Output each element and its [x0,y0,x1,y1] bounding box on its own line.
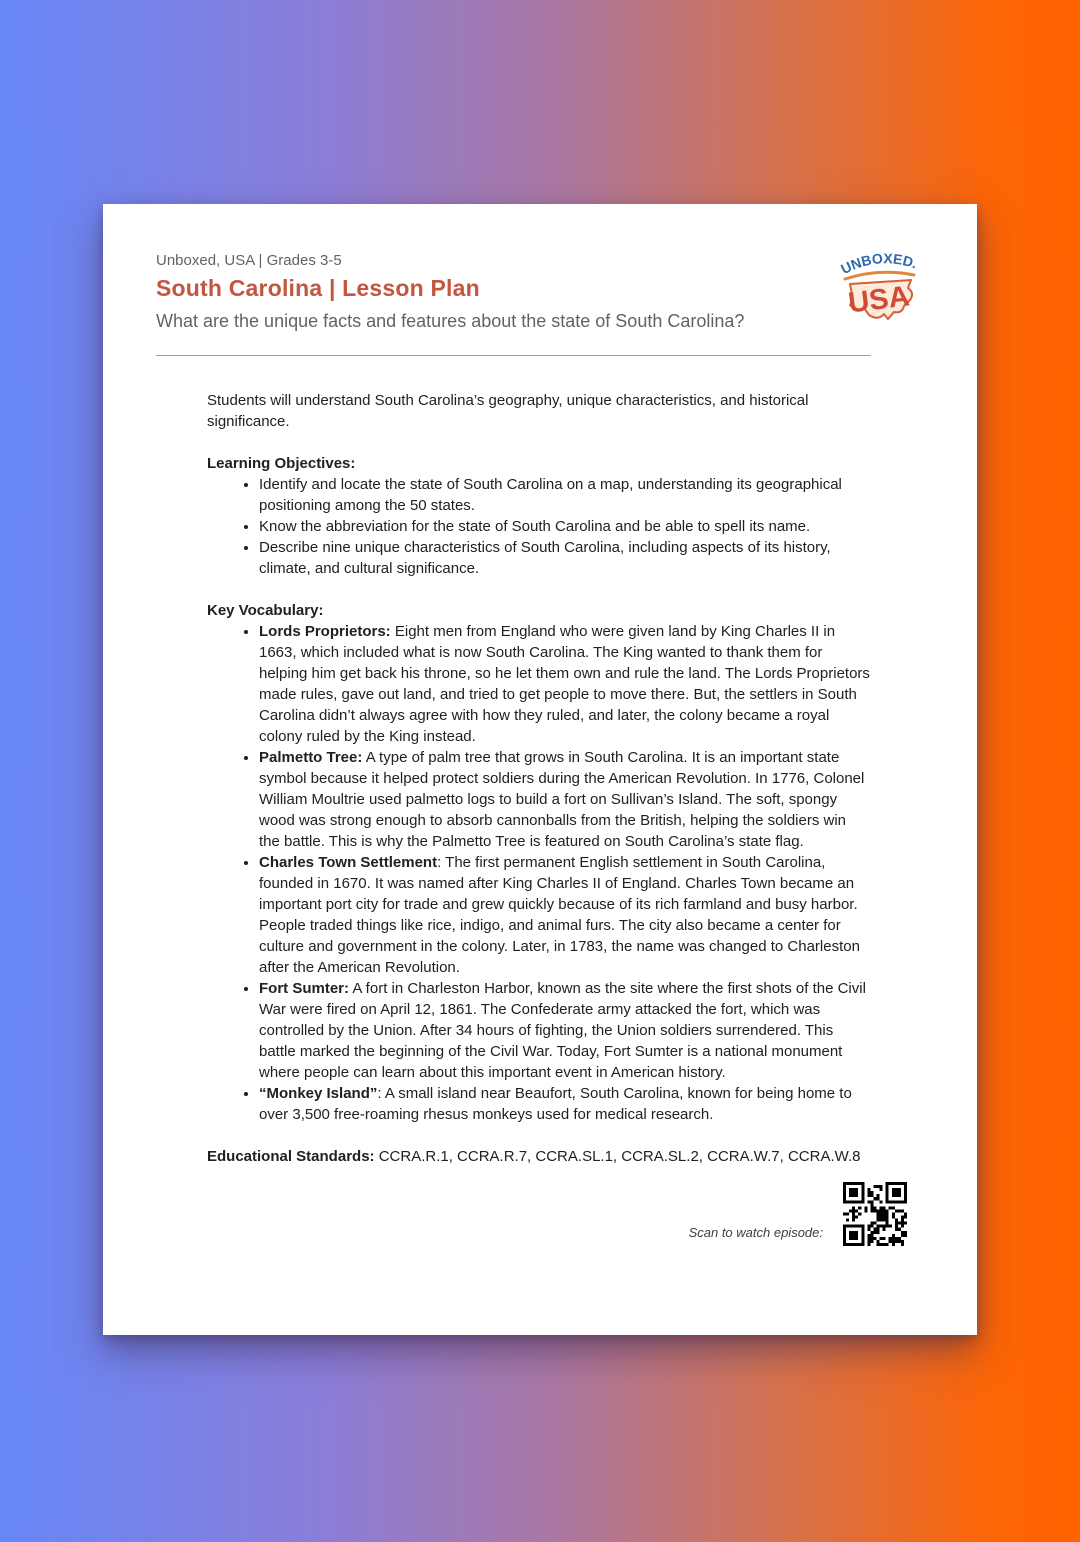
document-header [103,204,977,356]
vocab-item [259,978,871,1083]
objective-text: Know the abbreviation for the state of South Carolina and be able to spell its name. [259,518,811,535]
vocab-term: Palmetto Tree: [259,749,363,766]
page-subtitle: What are the unique facts and features about the state of South Carolina? [156,311,745,331]
eyebrow-text: Unboxed, USA | Grades 3-5 [156,252,342,269]
learning-objectives-heading: Learning Objectives: [207,455,356,472]
logo-word-unboxed: UNBOXED. [838,250,920,278]
qr-section [207,1182,907,1246]
vocab-definition: : A small island near Beaufort, South Carolina, known for being home to over 3,500 free-roaming rhesus monkeys used for medical research. [259,1085,852,1123]
vocab-item [259,1083,871,1125]
objective-text: Identify and locate the state of South Carolina on a map, understanding its geographical positioning among the 50 states. [259,476,842,514]
qr-code [843,1182,907,1246]
objective-item [259,474,871,516]
vocab-item [259,852,871,978]
vocab-term: Lords Proprietors: [259,623,391,640]
intro-paragraph: Students will understand South Carolina’s geography, unique characteristics, and historical significance. [207,392,809,430]
key-vocabulary-list [207,621,871,1125]
document-body [103,356,977,1246]
unboxed-usa-logo-icon [837,244,921,328]
objective-item [259,516,871,537]
qr-caption: Scan to watch episode: [688,1225,823,1240]
standards-label: Educational Standards: [207,1148,375,1165]
standards-value: CCRA.R.1, CCRA.R.7, CCRA.SL.1, CCRA.SL.2, CCRA.W.7, CCRA.W.8 [374,1148,861,1165]
objective-text: Describe nine unique characteristics of South Carolina, including aspects of its history, climate, and cultural significance. [259,539,831,577]
learning-objectives-list [207,474,871,579]
vocab-definition: : The first permanent English settlement in South Carolina, founded in 1670. It was named after King Charles II of England. Charles Town became an important port city for trade and grew quickly because of its rich farmland and busy harbor. People traded things like rice, indigo, and animal furs. The city also became a center for culture and government in the colony. Later, in 1783, the name was changed to Charleston after the American Revolution. [259,854,860,976]
document-page [103,204,977,1335]
vocab-definition: A type of palm tree that grows in South Carolina. It is an important state symbol because it helped protect soldiers during the American Revolution. In 1776, Colonel William Moultrie used palmetto logs to build a fort on Sullivan’s Island. The soft, spongy wood was strong enough to absorb cannonballs from the British, helping the soldiers win the battle. This is why the Palmetto Tree is featured on South Carolina’s state flag. [259,749,865,850]
vocab-definition: Eight men from England who were given land by King Charles II in 1663, which included what is now South Carolina. The King wanted to thank them for helping him get back his throne, so he let them own and rule the land. The Lords Proprietors made rules, gave out land, and tried to get people to move there. But, the settlers in South Carolina didn’t always agree with how they ruled, and later, the colony became a royal colony ruled by the King instead. [259,623,870,745]
vocab-term: “Monkey Island” [259,1085,378,1102]
vocab-term: Fort Sumter: [259,980,349,997]
vocab-item [259,747,871,852]
vocab-term: Charles Town Settlement [259,854,438,871]
logo-word-usa: USA [846,280,912,320]
vocab-definition: A fort in Charleston Harbor, known as the site where the first shots of the Civil War were fired on April 12, 1861. The Confederate army attacked the fort, which was controlled by the Union. After 34 hours of fighting, the Union soldiers surrendered. This battle marked the beginning of the Civil War. Today, Fort Sumter is a national monument where people can learn about this important event in American history. [259,980,866,1081]
page-title: South Carolina | Lesson Plan [156,275,480,301]
key-vocabulary-heading: Key Vocabulary: [207,602,324,619]
vocab-item [259,621,871,747]
header-divider [156,355,871,356]
objective-item [259,537,871,579]
educational-standards [207,1146,871,1167]
